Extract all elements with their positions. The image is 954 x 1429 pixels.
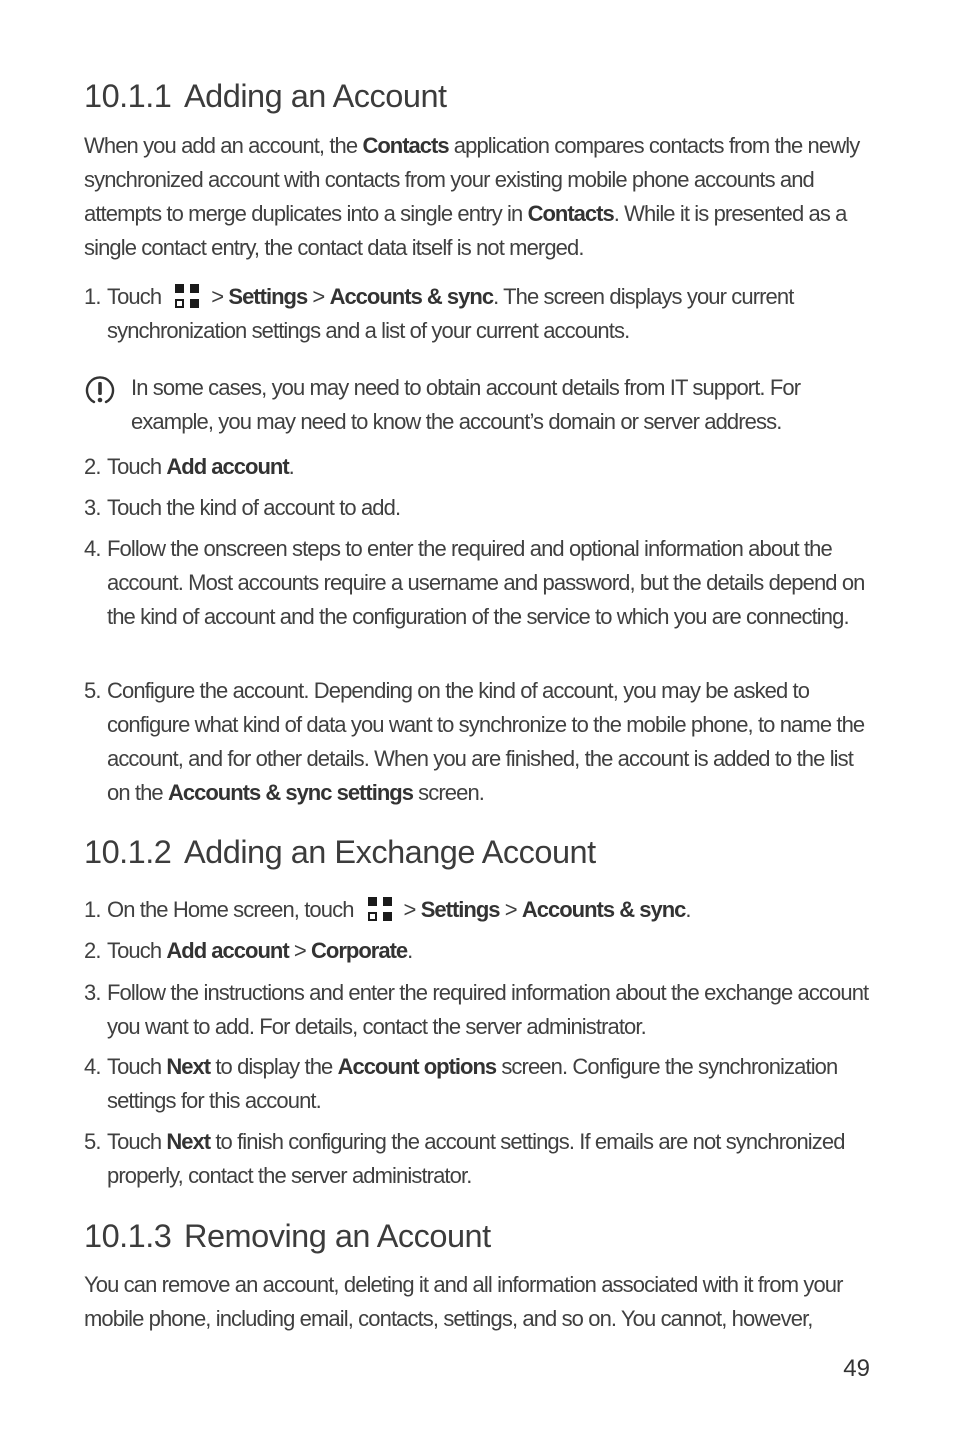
list-item	[84, 674, 874, 810]
text: .	[685, 897, 691, 922]
list-number: 3.	[84, 980, 101, 1005]
list-number: 4.	[84, 536, 101, 561]
list-number: 2.	[84, 938, 101, 963]
apps-grid-icon	[175, 284, 199, 308]
list-text: Follow the onscreen steps to enter the required and optional information about the account. Most accounts require a username and password, but the details depend on the kind of account and the configuration of the service to which you are connecting.	[107, 536, 865, 629]
list-number: 1.	[84, 897, 101, 922]
text: Touch	[107, 938, 167, 963]
list-item	[84, 893, 874, 927]
section-number: 10.1.2	[84, 834, 172, 870]
bold-text: Account options	[337, 1054, 497, 1079]
section-title: Adding an Account	[184, 78, 447, 114]
bold-text: Accounts & sync	[329, 284, 494, 309]
text: >	[499, 897, 522, 922]
list-item	[84, 1125, 874, 1193]
bold-text: Next	[166, 1129, 211, 1154]
text: Touch	[107, 1054, 167, 1079]
section-heading-removing-account	[84, 1218, 491, 1255]
text: >	[307, 284, 330, 309]
bold-text: Contacts	[527, 201, 614, 226]
text: When you add an account, the	[84, 133, 363, 158]
section-heading-adding-account	[84, 78, 447, 115]
page-number: 49	[843, 1355, 870, 1382]
intro-paragraph	[84, 129, 874, 265]
note-block	[84, 371, 874, 439]
text: to display the	[210, 1054, 338, 1079]
text: . While it is presented as a single contact entry, the contact data itself is not merged.	[84, 201, 847, 260]
text: to finish configuring the account settings. If emails are not synchronized properly, contact the server administrator.	[107, 1129, 845, 1188]
text: . The screen displays your current synchronization settings and a list of your current accounts.	[107, 284, 794, 343]
section-title: Removing an Account	[184, 1218, 491, 1254]
list-number: 5.	[84, 678, 101, 703]
list-item	[84, 976, 874, 1044]
apps-grid-icon	[368, 897, 392, 921]
text: screen.	[412, 780, 484, 805]
bold-text: Add account	[166, 938, 289, 963]
list-item	[84, 280, 874, 348]
text: Touch	[107, 284, 162, 309]
bold-text: Corporate	[311, 938, 408, 963]
text: Configure the account. Depending on the kind of account, you may be asked to configure what kind of data you want to synchronize to the mobile phone, to name the account, and for other details. When you are finished, the account is added to the list on the	[107, 678, 865, 805]
bold-text: Settings	[420, 897, 500, 922]
text: Touch	[107, 1129, 167, 1154]
section-number: 10.1.3	[84, 1218, 172, 1254]
bold-text: Accounts & sync settings	[167, 780, 413, 805]
list-text: Touch the kind of account to add.	[107, 495, 401, 520]
list-number: 3.	[84, 495, 101, 520]
section-heading-exchange-account	[84, 834, 596, 871]
bold-text: Contacts	[362, 133, 449, 158]
list-item	[84, 934, 874, 968]
list-item	[84, 1050, 874, 1118]
list-item	[84, 491, 874, 525]
text: >	[211, 284, 229, 309]
text: .	[288, 454, 294, 479]
text: screen. Configure the synchronization settings for this account.	[107, 1054, 838, 1113]
text: >	[403, 897, 421, 922]
text: .	[407, 938, 413, 963]
bold-text: Add account	[166, 454, 289, 479]
list-text: Follow the instructions and enter the required information about the exchange account you want to add. For details, contact the server administrator.	[107, 980, 869, 1039]
exclamation-note-icon	[84, 375, 116, 407]
intro-paragraph: You can remove an account, deleting it and all information associated with it from your mobile phone, including email, contacts, settings, and so on. You cannot, however,	[84, 1272, 843, 1331]
list-item	[84, 450, 874, 484]
text: application compares contacts from the newly synchronized account with contacts from your existing mobile phone accounts and attempts to merge duplicates into a single entry in	[84, 133, 860, 226]
list-number: 5.	[84, 1129, 101, 1154]
section-title: Adding an Exchange Account	[184, 834, 596, 870]
list-number: 2.	[84, 454, 101, 479]
note-text: In some cases, you may need to obtain account details from IT support. For example, you may need to know the account’s domain or server address.	[131, 375, 801, 434]
text: >	[288, 938, 312, 963]
text: On the Home screen, touch	[107, 897, 354, 922]
text: Touch	[107, 454, 167, 479]
bold-text: Accounts & sync	[521, 897, 686, 922]
bold-text: Next	[166, 1054, 211, 1079]
bold-text: Settings	[228, 284, 308, 309]
list-item	[84, 532, 874, 634]
list-number: 4.	[84, 1054, 101, 1079]
section-number: 10.1.1	[84, 78, 172, 114]
list-number: 1.	[84, 284, 101, 309]
